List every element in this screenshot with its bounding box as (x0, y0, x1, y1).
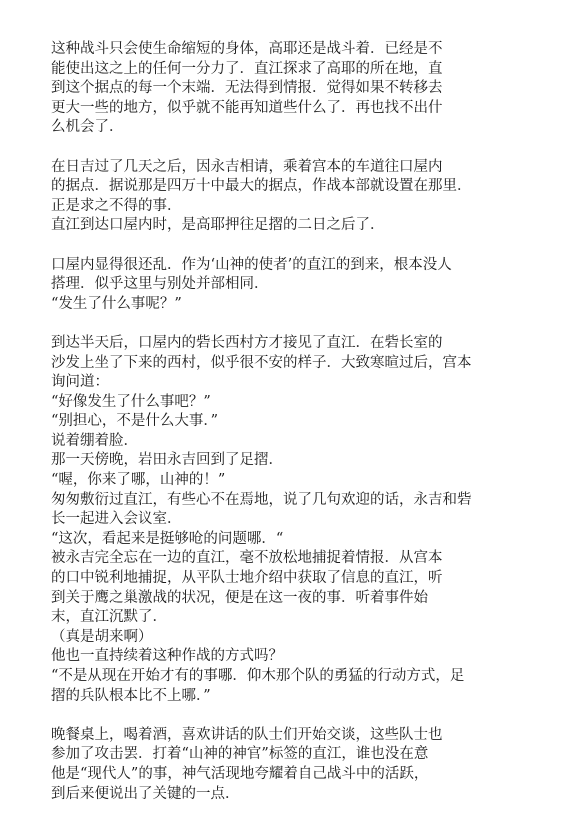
text-line: 参加了攻击罢．打着“山神的神官”标签的直江，谁也没在意 (51, 746, 429, 763)
text-line: 询问道： (51, 374, 109, 391)
paragraph-gap (51, 236, 531, 256)
text-line: 直江到达口屋内时，是高耶押往足摺的二日之后了． (51, 217, 385, 234)
text-line: 到这个据点的每一个末端．无法得到情报．觉得如果不转移去 (51, 80, 443, 97)
text-line: “别担心，不是什么大事．” (51, 413, 219, 430)
text-line: 在日吉过了几天之后，因永吉相请，乘着宫本的车道往口屋内 (51, 158, 443, 175)
text-line: 长一起进入会议室． (51, 511, 182, 528)
text-line: 沙发上坐了下来的西村，似乎很不安的样子．大致寒暄过后，宫本 (51, 354, 472, 371)
text-line: 能使出这之上的任何一分力了．直江探求了高耶的所在地，直 (51, 60, 443, 77)
text-line: 搭理．似乎这里与别处并部相同． (51, 276, 269, 293)
document-body (51, 40, 531, 804)
text-line: 他是“现代人”的事，神气活现地夸耀着自己战斗中的活跃， (51, 765, 429, 782)
text-line: “发生了什么事呢？” (51, 295, 182, 312)
text-line: 到达半天后，口屋内的砦长西村方才接见了直江．在砦长室的 (51, 334, 443, 351)
text-line: 被永吉完全忘在一边的直江，毫不放松地捕捉着情报．从宫本 (51, 550, 443, 567)
text-line: 的口中锐利地捕捉，从平队士地介绍中获取了信息的直江，听 (51, 570, 443, 587)
text-line: 匆匆敷衍过直江，有些心不在焉地，说了几句欢迎的话，永吉和砦 (51, 491, 472, 508)
text-line: 末，直江沉默了． (51, 609, 167, 626)
text-line: 么机会了． (51, 119, 124, 136)
text-line: “好像发生了什么事吧？” (51, 393, 211, 410)
paragraph-gap (51, 314, 531, 334)
text-line: 说着绷着脸． (51, 432, 138, 449)
text-line: 更大一些的地方，似乎就不能再知道些什么了．再也找不出什 (51, 99, 443, 116)
text-line: （真是胡来啊） (51, 628, 153, 645)
text-line: “不是从现在开始才有的事哪．仰木那个队的勇猛的行动方式，足 (51, 668, 465, 684)
text-line: 晚餐桌上，喝着酒，喜欢讲话的队士们开始交谈，这些队士也 (51, 726, 443, 743)
text-line: 口屋内显得很还乱．作为‘山神的使者’的直江的到来，根本没人 (51, 256, 452, 273)
text-line: 摺的兵队根本比不上哪．” (51, 687, 211, 704)
text-line: 的据点．据说那是四万十中最大的据点，作战本部就设置在那里． (51, 178, 472, 195)
paragraph-gap (51, 706, 531, 726)
paragraph-gap (51, 138, 531, 158)
text-line: 到关于鹰之巢激战的状况，便是在这一夜的事．听着事件始 (51, 589, 428, 606)
text-line: 正是求之不得的事． (51, 197, 182, 214)
text-line: 那一天傍晚，岩田永吉回到了足摺． (51, 452, 283, 469)
text-line: 到后来便说出了关键的一点． (51, 785, 240, 802)
text-line: 这种战斗只会使生命缩短的身体，高耶还是战斗着．已经是不 (51, 41, 443, 57)
text-line: “这次，看起来是挺够呛的问题哪．“ (51, 530, 284, 547)
text-line: “喔，你来了哪，山神的！” (51, 472, 226, 489)
text-line: 他也一直持续着这种作战的方式吗？ (51, 648, 283, 665)
